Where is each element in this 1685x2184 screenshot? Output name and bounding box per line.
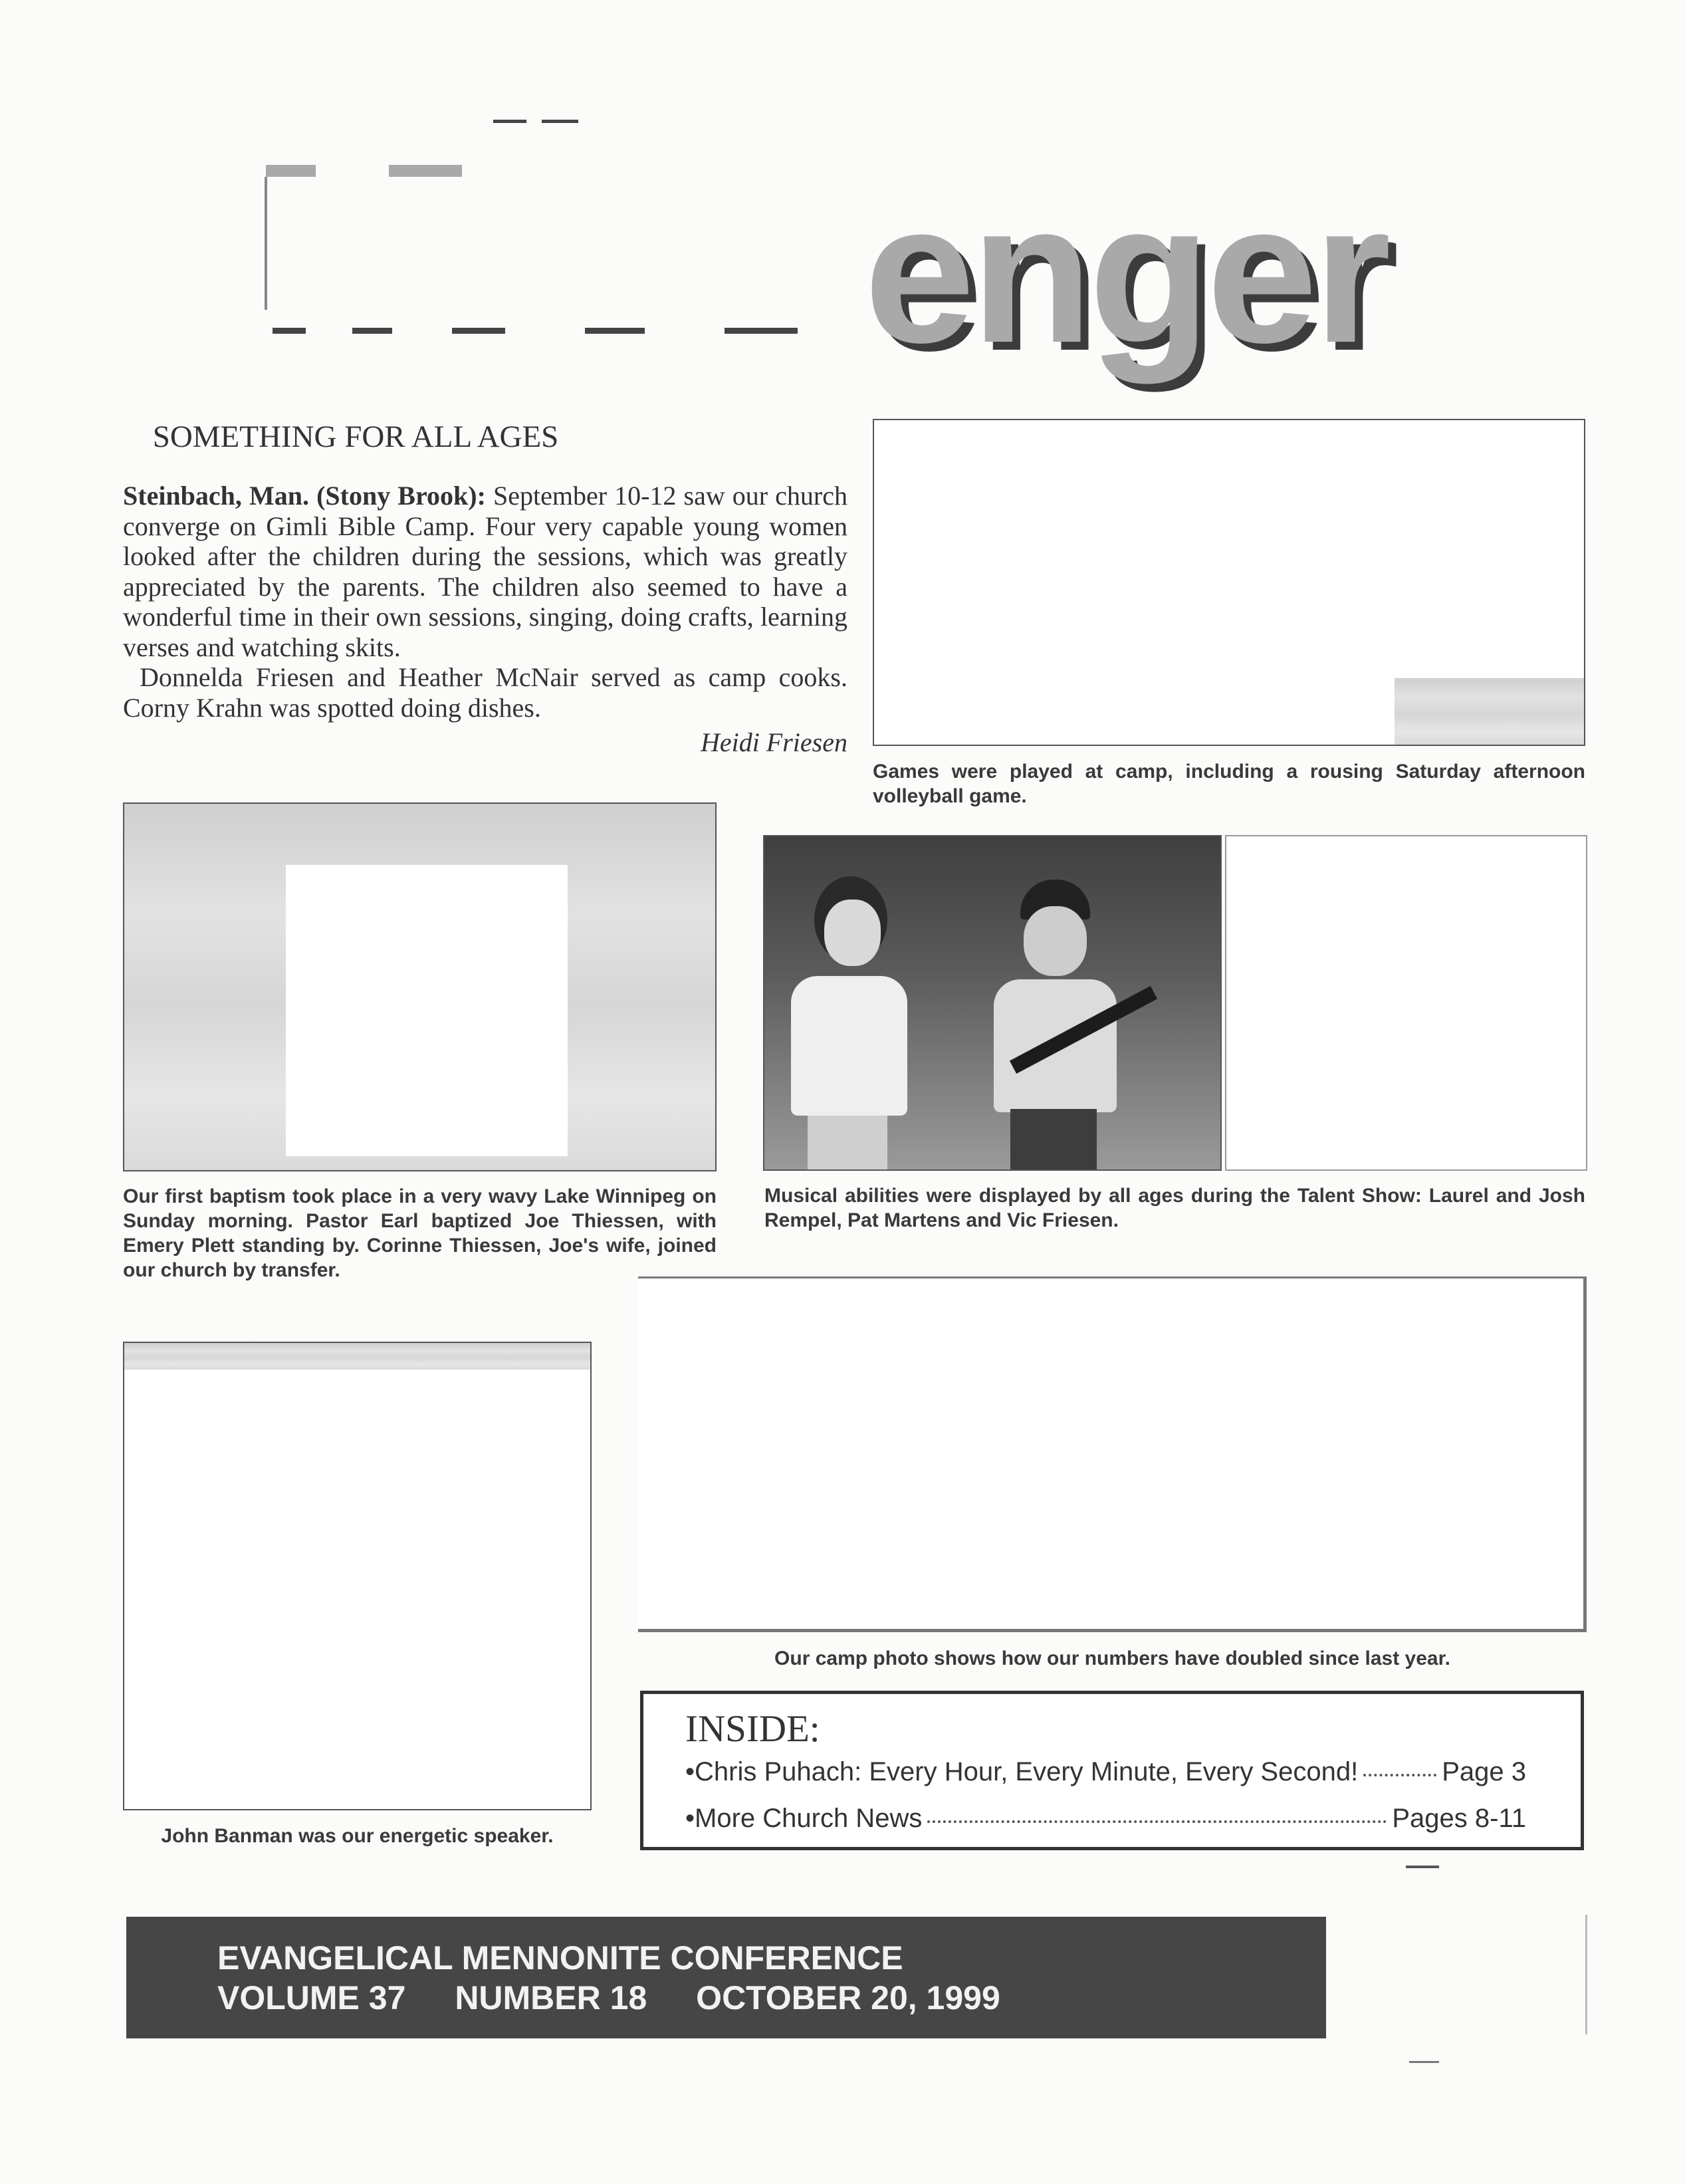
camp-group-photo [638, 1276, 1587, 1632]
article-paragraph [123, 481, 847, 662]
inside-item-page: Pages 8-11 [1392, 1804, 1526, 1833]
volume: VOLUME 37 [217, 1979, 406, 2016]
games-photo [873, 419, 1585, 746]
article-paragraph: Donnelda Friesen and Heather McNair served as camp cooks. Corny Krahn was spotted doing dishes. [123, 662, 847, 723]
masthead-fragment [352, 328, 392, 334]
talent-caption: Musical abilities were displayed by all ages during the Talent Show: Laurel and Josh Rempel, Pat Martens and Vic Friesen. [764, 1185, 1585, 1231]
issue-date: OCTOBER 20, 1999 [696, 1979, 1000, 2016]
speaker-caption: John Banman was our energetic speaker. [161, 1825, 554, 1847]
article-byline: Heidi Friesen [700, 727, 847, 757]
article-paragraph-text: September 10-12 saw our church converge on Gimli Bible Camp. Four very capable young women looked after the children during the sessions, which was greatly appreciated by the parents. The children also seemed to have a wonderful time in their own sessions, singing, doing crafts, learning verses and watching skits. [123, 481, 848, 662]
masthead-fragment [452, 328, 505, 334]
scan-mark [1406, 1866, 1439, 1868]
camp-photo-caption: Our camp photo shows how our numbers have doubled since last year. [774, 1647, 1450, 1669]
photo-fragment [1395, 678, 1584, 745]
masthead-fragment [389, 165, 462, 177]
masthead-fragment [493, 120, 526, 123]
inside-item[interactable] [685, 1804, 1526, 1834]
talent-photo-adults [1225, 835, 1587, 1171]
masthead-fragment [273, 328, 306, 334]
masthead-title: enger [864, 161, 1387, 384]
article-body [123, 481, 847, 723]
games-caption: Games were played at camp, including a rousing Saturday afternoon volleyball game. [873, 761, 1585, 807]
masthead-fragment [725, 328, 798, 334]
issue-number: NUMBER 18 [455, 1979, 647, 2016]
baptism-caption: Our first baptism took place in a very wavy Lake Winnipeg on Sunday morning. Pastor Earl baptized Joe Thiessen, with Emery Plett standing by. Corinne Thiessen, Joe's wife, joined our church by transfer. [123, 1185, 717, 1281]
leader-dots [1363, 1774, 1436, 1776]
masthead-fragment [542, 120, 578, 123]
scan-mark [1585, 1915, 1587, 2034]
footer-banner [126, 1917, 1326, 2038]
photo-blank-area [286, 865, 568, 1156]
inside-item[interactable] [685, 1757, 1526, 1787]
photo-fragment [124, 1343, 590, 1370]
girl-figure [784, 876, 907, 1171]
issue-info [217, 1979, 1040, 2017]
inside-box [640, 1691, 1584, 1850]
masthead-fragment [585, 328, 645, 334]
masthead-fragment [265, 177, 267, 310]
talent-photo-children [763, 835, 1222, 1171]
scan-mark [1409, 2061, 1439, 2063]
inside-title: INSIDE: [685, 1708, 820, 1750]
inside-item-label: •Chris Puhach: Every Hour, Every Minute, Every Second! [685, 1757, 1359, 1786]
inside-item-page: Page 3 [1442, 1757, 1526, 1786]
inside-item-label: •More Church News [685, 1804, 923, 1833]
article-headline: SOMETHING FOR ALL AGES [152, 420, 559, 454]
speaker-photo [123, 1342, 592, 1810]
article-dateline: Steinbach, Man. (Stony Brook): [123, 481, 486, 511]
masthead-fragment [266, 165, 316, 177]
leader-dots [927, 1820, 1387, 1823]
baptism-photo [123, 802, 717, 1171]
conference-name: EVANGELICAL MENNONITE CONFERENCE [217, 1939, 903, 1977]
